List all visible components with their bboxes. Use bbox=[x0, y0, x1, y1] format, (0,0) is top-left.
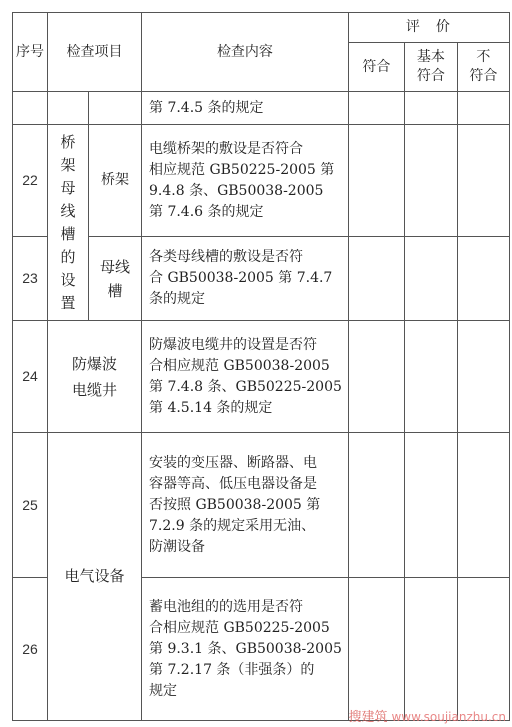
bridge-group-text: 桥 架 母 线 槽 的 设 置 bbox=[60, 132, 76, 312]
content-line: 第 7.2.17 条（非强条）的 bbox=[149, 661, 315, 678]
row-22-eval-1 bbox=[348, 125, 404, 237]
row-23-eval-3 bbox=[457, 237, 509, 321]
row-23-eval-2 bbox=[404, 237, 457, 321]
row-24-eval-2 bbox=[404, 321, 457, 433]
content-line: 防爆波电缆井的设置是否符 bbox=[149, 336, 317, 353]
bridge-group-cell bbox=[48, 125, 89, 321]
content-line: 相应规范 GB50225-2005 第 bbox=[149, 161, 335, 178]
header-eval-conform-text: 符合 bbox=[362, 58, 391, 75]
header-item-text: 检查项目 bbox=[66, 43, 123, 60]
header-seq bbox=[13, 13, 48, 92]
table-row bbox=[13, 92, 510, 125]
content-line: 电缆桥架的敷设是否符合 bbox=[149, 140, 303, 157]
header-content bbox=[142, 13, 349, 92]
content-line: 规定 bbox=[149, 682, 177, 699]
row-0-eval-3 bbox=[457, 92, 509, 125]
row-22-sub bbox=[89, 125, 142, 237]
content-line: 合相应规范 GB50225-2005 bbox=[149, 619, 330, 636]
row-24-eval-3 bbox=[457, 321, 509, 433]
content-line: 7.2.9 条的规定采用无油、 bbox=[149, 517, 316, 534]
row-0-eval-2 bbox=[404, 92, 457, 125]
table-row bbox=[13, 433, 510, 578]
content-line: 9.4.8 条、GB50038-2005 bbox=[149, 182, 324, 199]
row-0-seq bbox=[13, 92, 48, 125]
row-25-eval-3 bbox=[457, 433, 509, 578]
electrical-group-cell bbox=[48, 433, 142, 721]
content-line: 条的规定 bbox=[149, 291, 205, 307]
row-23-sub bbox=[89, 237, 142, 321]
watermark-en: www.soujianzhu.cn bbox=[391, 710, 506, 724]
row-23-seq: 23 bbox=[13, 237, 48, 321]
header-eval bbox=[348, 13, 509, 43]
electrical-group-text: 电气设备 bbox=[64, 566, 125, 585]
header-content-text: 检查内容 bbox=[216, 43, 273, 60]
row-23-eval-1 bbox=[348, 237, 404, 321]
header-eval-nonconform-text: 不 符合 bbox=[469, 49, 498, 84]
content-line: 容器等高、低压电器设备是 bbox=[149, 475, 317, 492]
row-22-seq: 22 bbox=[13, 125, 48, 237]
row-24-content bbox=[142, 321, 349, 433]
header-seq-text: 序号 bbox=[16, 44, 44, 60]
row-26-content bbox=[142, 578, 349, 721]
row-0-sub bbox=[89, 92, 142, 125]
header-eval-basic-text: 基本 符合 bbox=[416, 49, 445, 84]
row-26-eval-1 bbox=[348, 578, 404, 721]
header-eval-basic bbox=[404, 43, 457, 92]
row-22-sub-text: 桥架 bbox=[101, 172, 129, 188]
row-22-content bbox=[142, 125, 349, 237]
content-line: 安装的变压器、断路器、电 bbox=[149, 454, 317, 471]
content-line: 第 7.4.5 条的规定 bbox=[149, 99, 264, 116]
header-eval-conform bbox=[348, 43, 404, 92]
content-line: 否按照 GB50038-2005 第 bbox=[149, 496, 321, 513]
row-24-seq: 24 bbox=[13, 321, 48, 433]
row-26-eval-2 bbox=[404, 578, 457, 721]
content-line: 合相应规范 GB50038-2005 bbox=[149, 357, 330, 374]
content-line: 第 9.3.1 条、GB50038-2005 bbox=[149, 640, 342, 657]
row-25-eval-2 bbox=[404, 433, 457, 578]
row-25-eval-1 bbox=[348, 433, 404, 578]
row-0-eval-1 bbox=[348, 92, 404, 125]
row-24-group-text: 防爆波 电缆井 bbox=[71, 354, 117, 399]
row-26-seq: 26 bbox=[13, 578, 48, 721]
content-line: 第 7.4.6 条的规定 bbox=[149, 203, 264, 220]
header-eval-nonconform bbox=[457, 43, 509, 92]
row-0-content bbox=[142, 92, 349, 125]
content-line: 防潮设备 bbox=[149, 538, 205, 555]
row-24-group bbox=[48, 321, 142, 433]
content-line: 各类母线槽的敷设是否符 bbox=[149, 249, 303, 265]
content-line: 第 7.4.8 条、GB50225-2005 bbox=[149, 378, 342, 395]
header-item bbox=[48, 13, 142, 92]
content-line: 合 GB50038-2005 第 7.4.7 bbox=[149, 270, 333, 286]
table-row bbox=[13, 125, 510, 237]
watermark-cn: 搜建筑 bbox=[348, 710, 388, 725]
row-22-eval-3 bbox=[457, 125, 509, 237]
row-24-eval-1 bbox=[348, 321, 404, 433]
site-watermark bbox=[348, 706, 506, 725]
row-23-sub-text: 母线 槽 bbox=[99, 257, 130, 300]
row-25-seq: 25 bbox=[13, 433, 48, 578]
header-eval-text: 评价 bbox=[405, 19, 466, 35]
content-line: 蓄电池组的的选用是否符 bbox=[149, 598, 303, 615]
inspection-table bbox=[12, 12, 510, 721]
row-22-eval-2 bbox=[404, 125, 457, 237]
content-line: 第 4.5.14 条的规定 bbox=[149, 399, 273, 416]
row-23-content bbox=[142, 237, 349, 321]
table-row bbox=[13, 321, 510, 433]
row-0-group bbox=[48, 92, 89, 125]
row-25-content bbox=[142, 433, 349, 578]
row-26-eval-3 bbox=[457, 578, 509, 721]
